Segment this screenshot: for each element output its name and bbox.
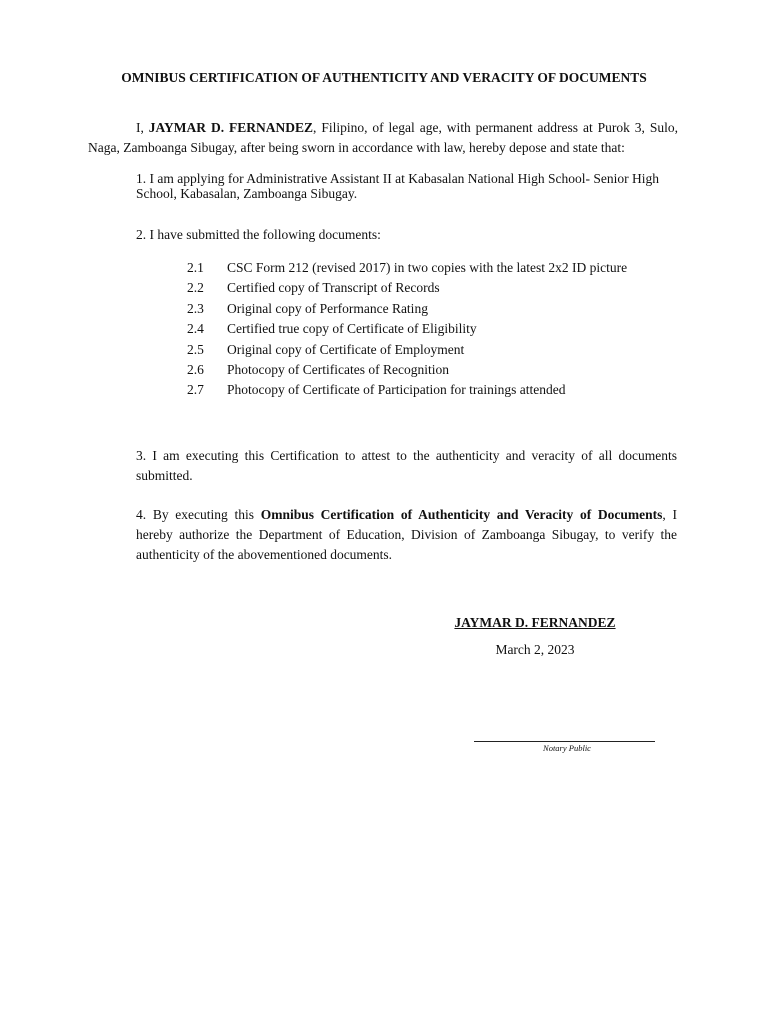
list-item	[187, 258, 627, 278]
list-item	[187, 299, 627, 319]
list-item-text: CSC Form 212 (revised 2017) in two copies with the latest 2x2 ID picture	[227, 260, 628, 275]
list-item-text: Original copy of Performance Rating	[227, 300, 428, 316]
list-item-number: 2.2	[187, 280, 204, 296]
statement-1: 1. I am applying for Administrative Assistant II at Kabasalan National High School- Senior High School, Kabasalan, Zamboanga Sibugay.	[136, 171, 660, 201]
list-item-text: Certified copy of Transcript of Records	[227, 280, 440, 296]
intro-paragraph	[88, 118, 678, 158]
list-item-number: 2.4	[187, 321, 204, 337]
list-item	[187, 340, 627, 360]
statement-3: 3. I am executing this Certification to attest to the authenticity and veracity of all documents submitted.	[136, 448, 677, 483]
list-item-number: 2.5	[187, 341, 204, 357]
list-item	[187, 278, 627, 298]
list-item	[187, 360, 627, 380]
list-item	[187, 319, 627, 339]
list-item-number: 2.1	[187, 260, 204, 275]
list-item-text: Certified true copy of Certificate of Eligibility	[227, 321, 477, 337]
list-item-number: 2.7	[187, 382, 204, 398]
statement-4-prefix: 4. By executing this	[136, 507, 261, 522]
list-item-number: 2.3	[187, 300, 204, 316]
document-title: OMNIBUS CERTIFICATION OF AUTHENTICITY AND VERACITY OF DOCUMENTS	[121, 70, 647, 85]
notary-public-label: Notary Public	[543, 743, 591, 753]
certification-name: Omnibus Certification of Authenticity and Veracity of Documents	[260, 507, 663, 522]
list-item-text: Original copy of Certificate of Employment	[227, 341, 465, 357]
signature-date: March 2, 2023	[495, 642, 575, 657]
list-item-number: 2.6	[187, 361, 204, 377]
list-item-text: Photocopy of Certificate of Participation for trainings attended	[227, 382, 566, 398]
list-item	[187, 380, 627, 400]
statement-4	[136, 505, 677, 565]
submitted-documents-list	[187, 258, 627, 401]
list-item-text: Photocopy of Certificates of Recognition	[227, 361, 449, 377]
statement-2: 2. I have submitted the following documents:	[136, 227, 381, 242]
statement-4-text: , I hereby authorize the Department of Education, Division of Zamboanga Sibugay, to verify the authenticity of the abovementioned documents.	[136, 507, 677, 562]
signatory-name: JAYMAR D. FERNANDEZ	[454, 615, 616, 630]
intro-prefix: I,	[136, 120, 149, 135]
intro-text: , Filipino, of legal age, with permanent address at Purok 3, Sulo, Naga, Zamboanga Sibugay, after being sworn in accordance with law, hereby depose and state that:	[88, 120, 678, 155]
affiant-name: JAYMAR D. FERNANDEZ	[148, 120, 314, 135]
notary-signature-line	[474, 741, 655, 742]
